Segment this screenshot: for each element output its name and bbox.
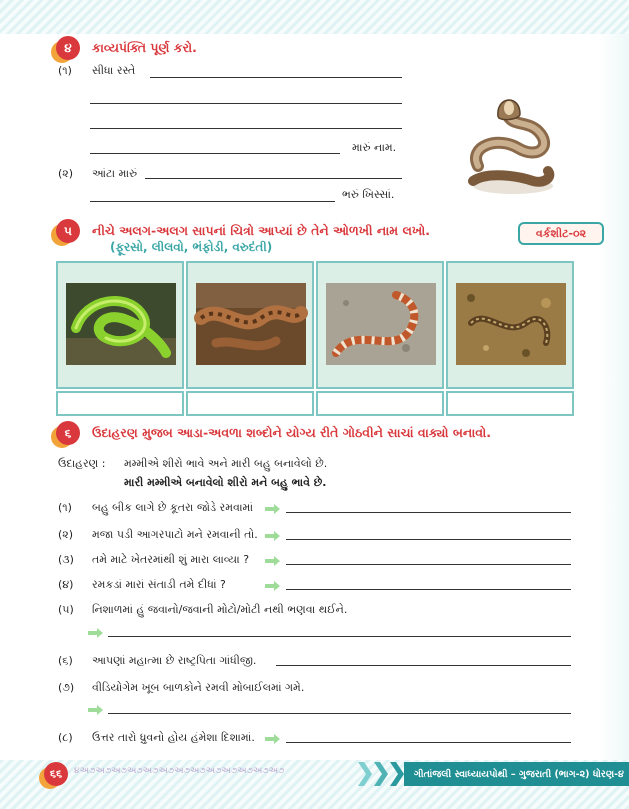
item-8-arrow-icon (265, 734, 280, 744)
snake-picture-card-1 (56, 261, 184, 389)
footer-chevron-icon-3 (390, 762, 404, 786)
item-3-text: તમે માટે ખેતરમાંથી શું મારા લાવ્યા ? (92, 553, 250, 566)
section-6-header (56, 421, 491, 445)
side-shade (599, 34, 629, 760)
section-6-number: ૬ (56, 421, 80, 445)
item-1-number: (૧) (58, 501, 72, 514)
snake-name-input-1[interactable] (56, 391, 184, 416)
snake-name-input-3[interactable] (316, 391, 444, 416)
snake-picture-card-2 (186, 261, 314, 389)
item-3-arrow-icon (265, 556, 280, 566)
item-4-answer-line[interactable] (286, 589, 571, 590)
worksheet-badge: વર્કશીટ-૦૨ (518, 222, 604, 245)
item-2-text: મજા પડી આગરપાટો મને રમવાની તો. (92, 528, 258, 541)
poem-q1-line-4[interactable] (90, 153, 340, 154)
item-7-text: વીડિયોગેમ ખૂબ બાળકોને રમવી મોબાઈલમાં ગમે. (92, 681, 305, 694)
item-6-number: (૬) (58, 654, 73, 667)
section-6-title: ઉદાહરણ મુજબ આડા-અવળા શબ્દોને યોગ્ય રીતે ગોઠવીને સાચાં વાક્યો બનાવો. (92, 425, 491, 440)
poem-q2-end: ભરું ખિસ્સાં. (342, 188, 395, 201)
snake-name-input-4[interactable] (446, 391, 574, 416)
green-snake-image (66, 283, 176, 365)
poem-q1-line-2[interactable] (90, 103, 402, 104)
poem-q2-start: આંટા મારું (92, 167, 138, 180)
item-1-answer-line[interactable] (286, 512, 571, 513)
cobra-illustration (458, 86, 568, 198)
snake-picture-card-3 (316, 261, 444, 389)
footer-chevron-icon-2 (374, 762, 388, 786)
item-5-text: નિશાળમાં હું જવાનો/જવાની મોટો/મોટી નથી ભણવા થઈને. (92, 603, 348, 616)
poem-q2-line-2[interactable] (90, 201, 335, 202)
item-7-number: (૭) (58, 681, 75, 694)
item-7-arrow-icon (88, 705, 103, 715)
poem-q1-start: સીધા રસ્તે (92, 64, 136, 77)
item-5-answer-line[interactable] (108, 636, 571, 637)
poem-q2-number: (૨) (58, 167, 74, 180)
item-7-answer-line[interactable] (108, 713, 571, 714)
section-4-number: ૪ (56, 36, 80, 60)
snake-name-input-2[interactable] (186, 391, 314, 416)
item-6-text: આપણાં મહાત્મા છે રાષ્ટ્રપિતા ગાંધીજી. (92, 654, 257, 667)
snake-picture-card-4 (446, 261, 574, 389)
item-4-arrow-icon (265, 581, 280, 591)
item-4-number: (૪) (58, 578, 74, 591)
section-4-header (56, 36, 197, 60)
banded-snake-image (326, 283, 436, 365)
example-label: ઉદાહરણ : (58, 457, 106, 470)
section-5-number: ૫ (56, 219, 80, 243)
item-3-answer-line[interactable] (286, 564, 571, 565)
item-8-text: ઉત્તર તારો ધ્રુવનો હોય હંમેશા દિશામાં. (92, 731, 255, 744)
item-4-text: રમકડાં મારાં સંતાડી તમે દીધાં ? (92, 578, 226, 591)
item-1-arrow-icon (265, 504, 280, 514)
section-5-hint: (ફૂરસો, લીલવો, ભંફોડી, વરુદંતી) (110, 240, 273, 254)
item-5-number: (૫) (58, 603, 74, 616)
item-2-arrow-icon (265, 531, 280, 541)
footer-chevron-icon-1 (358, 762, 372, 786)
item-2-number: (૨) (58, 528, 74, 541)
item-6-answer-line[interactable] (276, 665, 571, 666)
section-5-title: નીચે અલગ-અલગ સાપનાં ચિત્રો આપ્યાં છે તેને ઓળખી નામ લખો. (92, 223, 431, 238)
footer-pattern: ૪અ૭અ૭અ૭અ૭અ૭અ૭અ૭અ૭અ૭અ૭અ૭અ૭અ૭ (74, 766, 285, 776)
footer-book-title: ગીતાંજલી સ્વાધ્યાયપોથી – ગુજરાતી (ભાગ-૨) ધોરણ-૪ (404, 762, 629, 786)
top-pattern-band (0, 0, 629, 34)
item-3-number: (૩) (58, 553, 74, 566)
section-4-title: કાવ્યપંક્તિ પૂર્ણ કરો. (92, 40, 197, 55)
item-8-number: (૮) (58, 731, 73, 744)
poem-q1-end: મારું નામ. (352, 141, 397, 154)
page-number: ૬૬ (44, 762, 68, 786)
poem-q1-number: (૧) (58, 64, 72, 77)
item-2-answer-line[interactable] (286, 539, 571, 540)
poem-q2-line-1[interactable] (145, 178, 402, 179)
example-answer: મારી મમ્મીએ બનાવેલો શીરો મને બહુ ભાવે છે. (124, 476, 327, 489)
poem-q1-line-1[interactable] (150, 77, 402, 78)
poem-q1-line-3[interactable] (90, 128, 402, 129)
brown-snake-image (196, 283, 306, 365)
example-question: મમ્મીએ શીરો ભાવે અને મારી બહુ બનાવેલો છે. (124, 457, 328, 470)
item-1-text: બહુ બીક લાગે છે કૂતરા જોડે રમવામાં (92, 501, 254, 514)
camouflaged-snake-image (456, 283, 566, 365)
item-8-answer-line[interactable] (286, 742, 571, 743)
item-5-arrow-icon (88, 628, 103, 638)
